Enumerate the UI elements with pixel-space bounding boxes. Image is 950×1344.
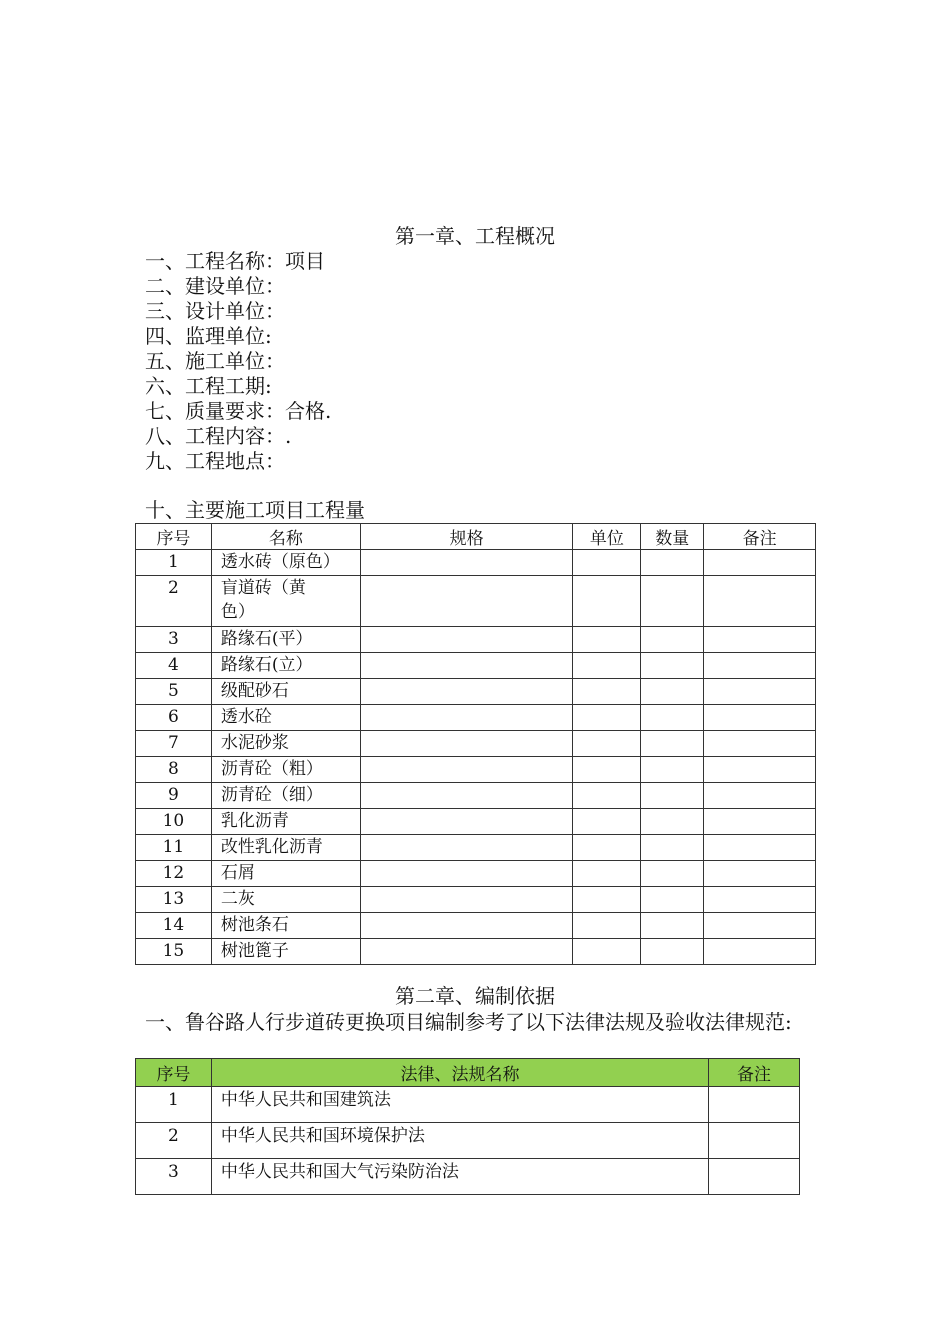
row-name: 路缘石(立） [211,653,360,679]
law-name: 中华人民共和国大气污染防治法 [211,1159,708,1195]
table-row [136,653,816,679]
row-name: 二灰 [211,887,360,913]
law-no: 1 [136,1087,212,1123]
row-name: 水泥砂浆 [211,731,360,757]
row-name: 级配砂石 [211,679,360,705]
info-contractor-unit: 五、施工单位： [145,349,285,373]
row-no: 7 [136,731,212,757]
row-no: 12 [136,861,212,887]
row-no: 4 [136,653,212,679]
law-no: 2 [136,1123,212,1159]
laws-header-name: 法律、法规名称 [211,1059,708,1087]
section10-title: 十、主要施工项目工程量 [145,498,365,522]
row-no: 6 [136,705,212,731]
quantity-table [135,523,816,965]
row-name: 石屑 [211,861,360,887]
table-row [136,576,816,627]
info-location: 九、工程地点： [145,449,285,473]
laws-table [135,1058,800,1195]
chapter1-title: 第一章、工程概况 [395,224,555,248]
info-content: 八、工程内容：. [145,424,292,448]
info-supervision-unit: 四、监理单位: [145,324,272,348]
row-no: 14 [136,913,212,939]
header-quantity: 数量 [641,524,704,550]
info-design-unit: 三、设计单位： [145,299,285,323]
info-duration: 六、工程工期: [145,374,272,398]
row-no: 2 [136,576,212,627]
row-no: 8 [136,757,212,783]
row-no: 5 [136,679,212,705]
law-name: 中华人民共和国环境保护法 [211,1123,708,1159]
row-no: 3 [136,627,212,653]
table-row [136,809,816,835]
table-row [136,939,816,965]
row-name: 路缘石(平） [211,627,360,653]
table-row [136,835,816,861]
row-name: 改性乳化沥青 [211,835,360,861]
header-name: 名称 [211,524,360,550]
row-name: 乳化沥青 [211,809,360,835]
row-no: 15 [136,939,212,965]
row-name: 透水砖（原色） [211,550,360,576]
table-row [136,757,816,783]
table-row [136,679,816,705]
row-no: 11 [136,835,212,861]
project-info-list [145,249,331,474]
info-project-name: 一、工程名称：项目 [145,249,325,273]
row-no: 10 [136,809,212,835]
row-name: 沥青砼（细） [211,783,360,809]
laws-header-row [136,1059,800,1087]
basis-paragraph: 一、鲁谷路人行步道砖更换项目编制参考了以下法律法规及验收法律规范: [145,1010,792,1034]
table-row [136,550,816,576]
header-unit: 单位 [573,524,641,550]
law-no: 3 [136,1159,212,1195]
table-row [136,731,816,757]
header-remark: 备注 [704,524,816,550]
info-quality: 七、质量要求：合格. [145,399,332,423]
table-row [136,1123,800,1159]
table-row [136,1159,800,1195]
header-no: 序号 [136,524,212,550]
chapter2-title: 第二章、编制依据 [395,984,555,1008]
table-row [136,783,816,809]
row-no: 9 [136,783,212,809]
row-name: 盲道砖（黄色） [211,576,360,627]
table-row [136,887,816,913]
table-row [136,861,816,887]
row-name: 透水砼 [211,705,360,731]
row-no: 13 [136,887,212,913]
law-name: 中华人民共和国建筑法 [211,1087,708,1123]
table-row [136,913,816,939]
row-name: 沥青砼（粗） [211,757,360,783]
laws-header-remark: 备注 [709,1059,800,1087]
info-construction-unit: 二、建设单位： [145,274,285,298]
laws-header-no: 序号 [136,1059,212,1087]
table-row [136,1087,800,1123]
table-row [136,627,816,653]
row-name: 树池篦子 [211,939,360,965]
table-row [136,705,816,731]
header-spec: 规格 [360,524,573,550]
table-header-row [136,524,816,550]
row-name: 树池条石 [211,913,360,939]
row-no: 1 [136,550,212,576]
